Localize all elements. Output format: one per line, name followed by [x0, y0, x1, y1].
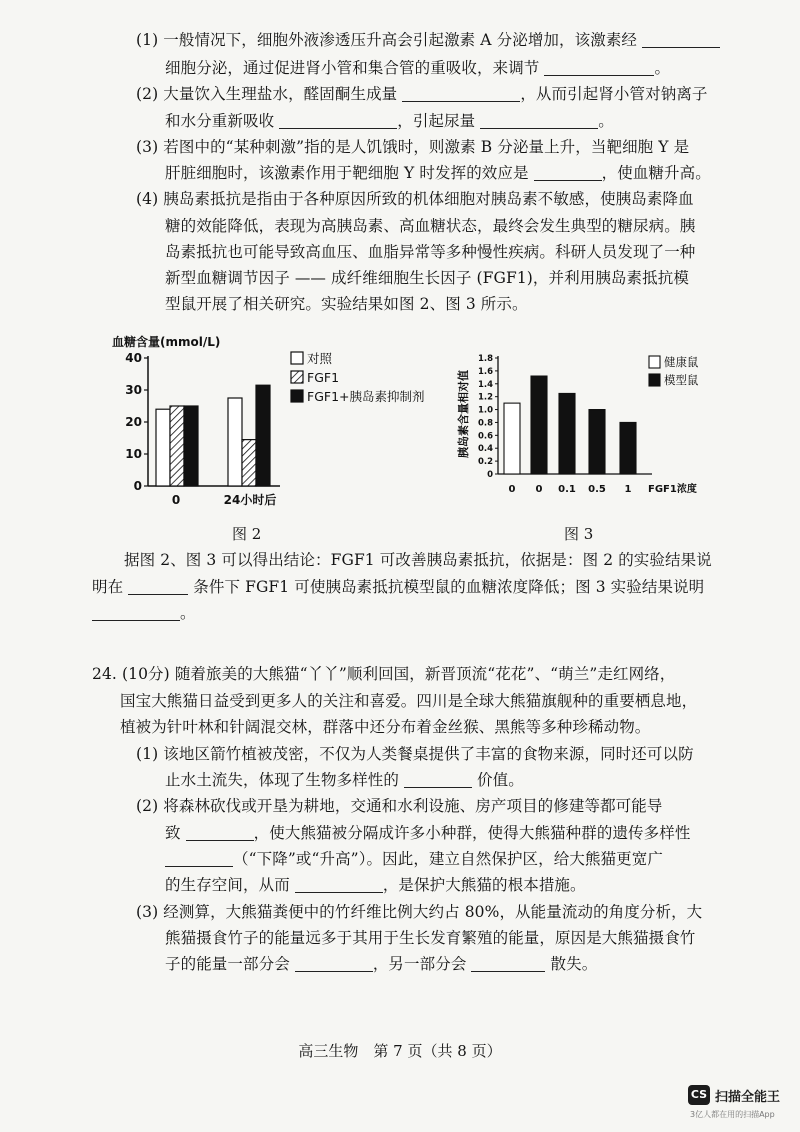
y-axis-label: 胰岛素含量相对值	[457, 370, 470, 458]
answer-blank[interactable]	[295, 955, 373, 972]
x-category-label: 0	[508, 484, 516, 495]
text-line-conc3	[92, 602, 196, 624]
text-line-p24j	[136, 901, 702, 923]
text-segment: (3) 若图中的“某种刺激”指的是人饥饿时，则激素 B 分泌量上升，当靶细胞 Y 是	[136, 138, 690, 156]
text-segment: (4) 胰岛素抵抗是指由于各种原因所致的机体细胞对胰岛素不敏感，使胰岛素降血	[136, 190, 694, 208]
bar-模型鼠-1	[620, 422, 636, 474]
legend-label: FGF1+胰岛素抑制剂	[307, 389, 425, 404]
x-category-label: 0.5	[588, 484, 606, 495]
bar-对照-24小时后	[228, 398, 242, 486]
text-segment: ，是保护大熊猫的根本措施。	[382, 876, 586, 894]
text-segment: (1) 一般情况下，细胞外液渗透压升高会引起激素 A 分泌增加，该激素经	[136, 31, 643, 49]
answer-blank[interactable]	[128, 578, 188, 595]
text-segment: 价值。	[472, 771, 524, 789]
text-line-q3b	[165, 162, 711, 184]
text-segment: 和水分重新吸收	[165, 112, 280, 130]
bar-FGF1+胰岛素抑制剂-24小时后	[256, 385, 270, 486]
figure-3-caption: 图 3	[564, 525, 594, 543]
answer-blank[interactable]	[544, 59, 654, 76]
x-category-label: 24小时后	[223, 493, 277, 507]
text-line-q1a	[136, 29, 720, 51]
answer-blank[interactable]	[295, 876, 383, 893]
text-line-p24k	[165, 927, 695, 949]
y-tick-label: 1.4	[477, 379, 493, 390]
answer-blank[interactable]	[165, 850, 233, 867]
text-segment: 熊猫摄食竹子的能量远多于其用于生长发育繁殖的能量，原因是大熊猫摄食竹	[165, 929, 696, 947]
answer-blank[interactable]	[642, 31, 720, 48]
text-segment: 条件下 FGF1 可使胰岛素抵抗模型鼠的血糖浓度降低；图 3 实验结果说明	[188, 578, 705, 596]
legend-swatch-模型鼠	[649, 374, 660, 386]
answer-blank[interactable]	[404, 771, 472, 788]
text-segment: (3) 经测算，大熊猫粪便中的竹纤维比例大约占 80%，从能量流动的角度分析，大	[136, 903, 703, 921]
text-segment: 岛素抵抗也可能导致高血压、血脂异常等多种慢性疾病。科研人员发现了一种	[165, 243, 696, 261]
page-footer: 高三生物 第 7 页（共 8 页）	[298, 1042, 502, 1060]
y-tick-label: 10	[125, 447, 142, 461]
y-axis-label: 血糖含量(mmol/L)	[112, 335, 221, 349]
y-tick-label: 20	[125, 415, 142, 429]
y-tick-label: 1.6	[477, 366, 493, 377]
text-line-p24d	[136, 743, 694, 765]
text-segment: (1) 该地区箭竹植被茂密，不仅为人类餐桌提供了丰富的食物来源，同时还可以防	[136, 745, 694, 763]
text-segment: 肝脏细胞时，该激素作用于靶细胞 Y 时发挥的效应是	[165, 164, 534, 182]
text-segment: (2) 大量饮入生理盐水，醛固酮生成量	[136, 85, 403, 103]
text-segment: 。	[654, 59, 671, 77]
text-line-p24i	[165, 874, 586, 896]
text-segment: ，从而引起肾小管对钠离子	[520, 85, 708, 103]
figure-2-caption: 图 2	[232, 525, 262, 543]
answer-blank[interactable]	[480, 112, 598, 129]
text-segment: 散失。	[545, 955, 598, 973]
text-segment: （“下降”或“升高”）。因此，建立自然保护区，给大熊猫更宽广	[233, 850, 663, 868]
text-line-p24b	[120, 690, 697, 712]
text-segment: 的生存空间，从而	[165, 876, 295, 894]
text-line-p24f	[136, 795, 663, 817]
legend-label: 对照	[307, 351, 333, 366]
text-segment: 国宝大熊猫日益受到更多人的关注和喜爱。四川是全球大熊猫旗舰种的重要栖息地，	[120, 692, 698, 710]
text-segment: 植被为针叶林和针阔混交林，群落中还分布着金丝猴、黑熊等多种珍稀动物。	[120, 718, 651, 736]
x-axis-label: FGF1浓度	[648, 484, 697, 495]
answer-blank[interactable]	[92, 604, 180, 621]
x-category-label: 1	[624, 484, 632, 495]
answer-blank[interactable]	[471, 955, 545, 972]
text-segment: 新型血糖调节因子 —— 成纤维细胞生长因子 (FGF1)，并利用胰岛素抵抗模	[165, 269, 689, 287]
bar-FGF1-24小时后	[242, 440, 256, 486]
text-segment: 止水土流失，体现了生物多样性的	[165, 771, 405, 789]
text-line-p24c	[120, 716, 650, 738]
text-line-q1b	[165, 57, 670, 79]
answer-blank[interactable]	[279, 112, 397, 129]
bar-FGF1+胰岛素抑制剂-0	[184, 406, 198, 486]
answer-blank[interactable]	[186, 824, 254, 841]
y-tick-label: 30	[125, 383, 142, 397]
text-segment: (2) 将森林砍伐或开垦为耕地，交通和水利设施、房产项目的修建等都可能导	[136, 797, 663, 815]
text-line-q4b	[165, 215, 695, 237]
text-segment: 。	[180, 604, 196, 622]
text-line-q3a	[136, 136, 689, 158]
y-tick-label: 0.2	[477, 457, 493, 468]
y-tick-label: 1.2	[477, 392, 493, 403]
watermark-app-name: 扫描全能王	[715, 1090, 781, 1105]
text-segment: 型鼠开展了相关研究。实验结果如图 2、图 3 所示。	[165, 295, 528, 313]
bar-模型鼠-0.1	[559, 393, 575, 474]
text-segment: 糖的效能降低，表现为高胰岛素、高血糖状态，最终会发生典型的糖尿病。胰	[165, 217, 696, 235]
text-segment: 细胞分泌，通过促进肾小管和集合管的重吸收，来调节	[165, 59, 545, 77]
bar-对照-0	[156, 409, 170, 486]
text-line-p24e	[165, 769, 524, 791]
figure-3-insulin-chart	[452, 346, 742, 502]
x-category-label: 0	[535, 484, 543, 495]
text-segment: 。	[598, 112, 614, 130]
legend-label: 模型鼠	[664, 373, 699, 387]
watermark-tagline: 3亿人都在用的扫描App	[690, 1110, 775, 1119]
text-line-p24h	[165, 848, 663, 870]
y-tick-label: 0	[487, 470, 493, 480]
y-tick-label: 1.0	[477, 405, 493, 416]
text-line-p24l	[165, 953, 597, 975]
x-category-label: 0.1	[558, 484, 576, 495]
legend-swatch-FGF1+胰岛素抑制剂	[291, 390, 303, 402]
text-line-p24a	[92, 663, 675, 685]
text-line-p24g	[165, 822, 690, 844]
x-category-label: 0	[171, 493, 181, 507]
y-tick-label: 0	[133, 479, 142, 493]
text-segment: 据图 2、图 3 可以得出结论：FGF1 可改善胰岛素抵抗，依据是：图 2 的实验结果说	[124, 551, 712, 569]
bar-模型鼠-0.5	[589, 410, 605, 474]
legend-swatch-健康鼠	[649, 356, 660, 368]
legend-swatch-FGF1	[291, 371, 303, 383]
text-line-q2b	[165, 110, 614, 132]
camscanner-logo-icon: CS	[688, 1085, 710, 1105]
legend-label: FGF1	[307, 370, 340, 385]
y-tick-label: 0.8	[477, 418, 493, 429]
text-line-conc1	[124, 549, 712, 571]
text-line-q4c	[165, 241, 695, 263]
y-tick-label: 0.4	[477, 444, 493, 455]
bar-模型鼠-0	[531, 376, 547, 474]
bar-健康鼠-0	[504, 403, 520, 474]
y-tick-label: 1.8	[477, 354, 493, 364]
y-tick-label: 40	[125, 351, 142, 365]
text-segment: 24. (10分) 随着旅美的大熊猫“丫丫”顺利回国，新晋顶流“花花”、“萌兰”走红网络，	[92, 665, 676, 683]
y-tick-label: 0.6	[477, 431, 493, 442]
figure-2-blood-glucose-chart	[108, 328, 460, 520]
text-segment: ，使大熊猫被分隔成许多小种群，使得大熊猫种群的遗传多样性	[253, 824, 691, 842]
text-segment: ，引起尿量	[397, 112, 481, 130]
bar-FGF1-0	[170, 406, 184, 486]
text-line-q4d	[165, 267, 689, 289]
text-segment: ，使血糖升高。	[601, 164, 711, 182]
text-segment: 致	[165, 824, 186, 842]
legend-swatch-对照	[291, 352, 303, 364]
text-line-conc2	[92, 576, 704, 598]
text-line-q4a	[136, 188, 694, 210]
text-line-q4e	[165, 293, 528, 315]
text-segment: ，另一部分会	[372, 955, 472, 973]
legend-label: 健康鼠	[664, 355, 699, 369]
text-line-q2a	[136, 83, 708, 105]
answer-blank[interactable]	[534, 164, 602, 181]
text-segment: 明在	[92, 578, 129, 596]
camscanner-watermark	[688, 1085, 794, 1125]
text-segment: 子的能量一部分会	[165, 955, 295, 973]
answer-blank[interactable]	[402, 85, 520, 102]
